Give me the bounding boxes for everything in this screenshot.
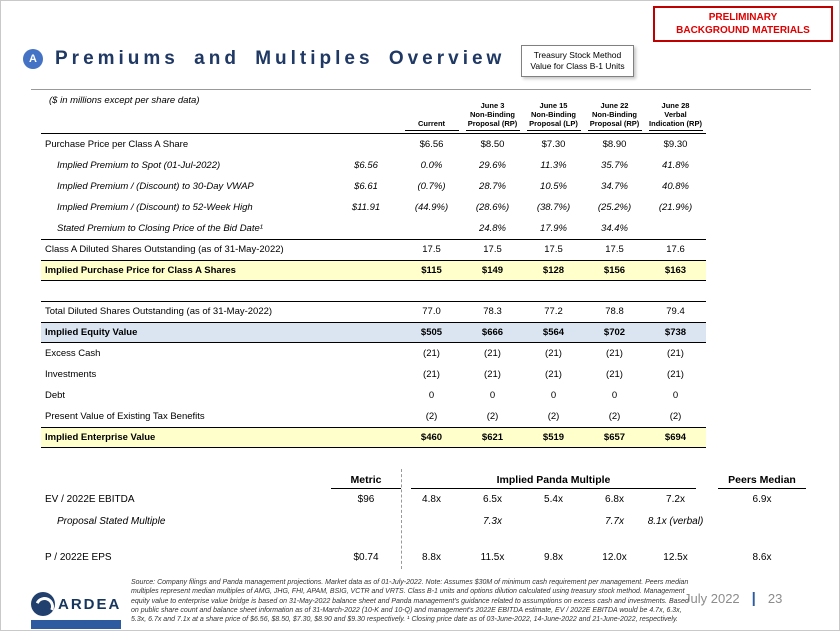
- metric-column-header: [331, 474, 401, 489]
- table-row: [41, 406, 706, 427]
- row-label: Implied Premium / (Discount) to 30-Day VWAP: [57, 180, 254, 192]
- row-label: Implied Premium / (Discount) to 52-Week High: [57, 201, 253, 213]
- row-value: $128: [542, 265, 565, 276]
- row-value: 17.9%: [540, 222, 567, 234]
- row-label: Debt: [45, 389, 66, 401]
- treasury-callout-line2: Value for Class B-1 Units: [530, 61, 625, 71]
- row-value: (21): [667, 368, 684, 380]
- row-value: (0.7%): [417, 180, 446, 192]
- units-note: ($ in millions except per share data): [49, 95, 200, 106]
- row-value: 79.4: [666, 306, 685, 317]
- ardea-bird-icon: [31, 592, 55, 616]
- ardea-logo-top: [31, 592, 121, 616]
- row-label: Excess Cash: [45, 347, 101, 359]
- preliminary-banner-line2: BACKGROUND MATERIALS: [676, 25, 810, 36]
- ardea-logo-bar: [31, 620, 121, 629]
- spacer-row: [41, 533, 806, 547]
- row-value: 17.5: [605, 244, 624, 255]
- row-value: (2): [608, 410, 621, 422]
- row-value: (21): [545, 368, 562, 380]
- multiple-value: 6.5x: [483, 494, 502, 505]
- treasury-method-callout: [521, 45, 633, 77]
- row-label: Implied Purchase Price for Class A Shares: [45, 265, 236, 276]
- row-value: $694: [664, 432, 687, 443]
- row-label: Purchase Price per Class A Share: [45, 138, 189, 150]
- table-row: [41, 364, 706, 385]
- row-value: $156: [603, 265, 626, 276]
- row-label: Class A Diluted Shares Outstanding (as of 31-May-2022): [45, 244, 284, 255]
- row-value: $9.30: [663, 138, 688, 150]
- column-header-label: June 3 Non-Binding Proposal (RP): [466, 101, 520, 131]
- multiple-value: 8.1x (verbal): [647, 516, 704, 527]
- table-row: [41, 489, 806, 511]
- row-value: (2): [669, 410, 682, 422]
- column-gap: [706, 547, 718, 569]
- row-value: 17.5: [422, 244, 441, 255]
- metric-column-divider: [401, 469, 402, 569]
- row-value: 0: [489, 389, 496, 401]
- row-value: 77.0: [422, 306, 441, 317]
- table-row: [41, 385, 706, 406]
- row-label: Present Value of Existing Tax Benefits: [45, 410, 205, 422]
- row-value: $115: [421, 265, 442, 276]
- row-value: (21): [606, 368, 623, 380]
- t1-body: [41, 133, 706, 448]
- footer-separator: |: [751, 590, 756, 607]
- multiple-value: 8.8x: [422, 552, 441, 563]
- footer-date-page: [684, 590, 782, 607]
- row-value: $666: [481, 327, 504, 338]
- row-value: (21): [667, 347, 684, 359]
- preliminary-banner-line1: PRELIMINARY: [708, 12, 778, 23]
- row-value: (21): [423, 347, 440, 359]
- section-badge: A: [23, 49, 43, 69]
- table-row: [41, 547, 806, 569]
- row-label: EV / 2022E EBITDA: [45, 494, 135, 505]
- table-row: [41, 155, 706, 176]
- table-row: [41, 218, 706, 239]
- row-label: Total Diluted Shares Outstanding (as of 31-May-2022): [45, 306, 273, 317]
- row-value: 24.8%: [479, 222, 506, 234]
- page-title: Premiums and Multiples Overview: [55, 48, 506, 69]
- multiples-table: [41, 467, 806, 569]
- row-value: (2): [547, 410, 560, 422]
- column-header: [584, 101, 645, 131]
- row-value: (44.9%): [414, 201, 449, 213]
- multiple-value: 7.7x: [605, 516, 624, 527]
- panda-multiple-column-header: [401, 474, 706, 489]
- row-label: Implied Equity Value: [45, 327, 138, 338]
- row-reference-value: $11.91: [351, 201, 381, 213]
- title-row: [23, 45, 634, 77]
- ardea-logo: [31, 592, 121, 629]
- row-value: 0: [550, 389, 557, 401]
- row-value: 17.5: [483, 244, 502, 255]
- multiple-value: 12.5x: [663, 552, 688, 563]
- row-value: $738: [664, 327, 687, 338]
- row-value: 29.6%: [479, 159, 506, 171]
- column-header: [401, 119, 462, 131]
- ardea-logo-text: ARDEA: [58, 595, 122, 613]
- column-gap: [706, 489, 718, 511]
- row-value: $8.50: [480, 138, 505, 150]
- row-value: (2): [486, 410, 499, 422]
- row-value: $149: [481, 265, 504, 276]
- table-row: [41, 176, 706, 197]
- row-value: 0: [428, 389, 435, 401]
- metric-column-header-label: Metric: [331, 474, 401, 489]
- column-header: [462, 101, 523, 131]
- peers-median-column-header: [718, 474, 806, 489]
- row-value: (21): [606, 347, 623, 359]
- metric-value: $96: [357, 494, 375, 505]
- row-value: 41.8%: [662, 159, 689, 171]
- row-value: 34.7%: [601, 180, 628, 192]
- row-value: 34.4%: [601, 222, 628, 234]
- row-value: $7.30: [541, 138, 566, 150]
- row-value: $8.90: [602, 138, 627, 150]
- multiple-value: [401, 511, 462, 533]
- multiple-value: 7.2x: [666, 494, 685, 505]
- spacer-row: [41, 281, 706, 301]
- multiple-value: 7.3x: [483, 516, 502, 527]
- footer-date: July 2022: [684, 591, 740, 606]
- row-value: 0: [672, 389, 679, 401]
- row-value: (38.7%): [536, 201, 571, 213]
- page-number: 23: [767, 591, 783, 606]
- multiple-value: 9.8x: [544, 552, 563, 563]
- row-value: 40.8%: [662, 180, 689, 192]
- peers-median-value: 8.6x: [752, 552, 772, 563]
- row-value: 17.5: [544, 244, 563, 255]
- table-row: [41, 301, 706, 322]
- table-row: [41, 239, 706, 260]
- treasury-callout-line1: Treasury Stock Method: [533, 50, 622, 60]
- column-header-label: Current: [405, 119, 459, 131]
- row-value: $460: [420, 432, 443, 443]
- multiple-value: 12.0x: [602, 552, 627, 563]
- metric-value: [331, 511, 401, 533]
- row-value: (21): [423, 368, 440, 380]
- row-value: 78.8: [605, 306, 624, 317]
- row-value: $163: [664, 265, 687, 276]
- row-value: (21): [484, 368, 501, 380]
- row-value: (21.9%): [658, 201, 693, 213]
- row-value: 77.2: [544, 306, 563, 317]
- row-label: P / 2022E EPS: [45, 552, 112, 563]
- row-value: 10.5%: [540, 180, 567, 192]
- table-row: [41, 343, 706, 364]
- row-value: $564: [542, 327, 565, 338]
- row-value: 35.7%: [601, 159, 628, 171]
- row-value: 17.6: [666, 244, 685, 255]
- row-value: 11.3%: [540, 159, 567, 171]
- row-value: 78.3: [483, 306, 502, 317]
- row-value: $505: [420, 327, 443, 338]
- multiple-value: 6.8x: [605, 494, 624, 505]
- row-value: (2): [425, 410, 438, 422]
- row-value: $519: [542, 432, 565, 443]
- table-row: [41, 322, 706, 343]
- table-row: [41, 134, 706, 155]
- row-value: (28.6%): [475, 201, 510, 213]
- row-label: Implied Premium to Spot (01-Jul-2022): [57, 159, 221, 171]
- row-label: Implied Enterprise Value: [45, 432, 156, 443]
- title-divider: [31, 89, 811, 90]
- row-value: 28.7%: [479, 180, 506, 192]
- table-row: [41, 427, 706, 448]
- row-value: (21): [484, 347, 501, 359]
- row-value: (21): [545, 347, 562, 359]
- column-header-label: June 15 Non-Binding Proposal (LP): [527, 101, 581, 131]
- premiums-table: [41, 95, 706, 448]
- column-header: [523, 101, 584, 131]
- row-label: Stated Premium to Closing Price of the Bid Date¹: [57, 222, 263, 234]
- column-header-label: June 22 Non-Binding Proposal (RP): [588, 101, 642, 131]
- row-label: Proposal Stated Multiple: [57, 516, 166, 527]
- column-header-label: June 28 Verbal Indication (RP): [649, 101, 703, 131]
- peers-median-column-header-label: Peers Median: [718, 474, 806, 489]
- peers-median-value: [718, 511, 806, 533]
- table-row: [41, 260, 706, 281]
- multiple-value: 11.5x: [480, 552, 505, 563]
- row-value: $657: [603, 432, 626, 443]
- multiple-value: 5.4x: [544, 494, 563, 505]
- t2-body: [41, 489, 806, 569]
- row-value: 0.0%: [420, 159, 443, 171]
- preliminary-banner: [653, 6, 833, 42]
- table-row: [41, 197, 706, 218]
- row-label: Investments: [45, 368, 97, 380]
- peers-median-value: 6.9x: [752, 494, 772, 505]
- source-footnote: Source: Company filings and Panda management projections. Market data as of 01-July-2022. Note: Assumes $30M of minimum cash requirement per management. Peers median multiples represent median multiples of AMG, JHG, FHI, APAM, BSIG, VCTR and VRTS. Class B-1 units and options dilution calculated using treasury stock method. Management equity value to enterprise value bridge is based on 31-May-2022 balance sheet and Panda management's guidance related to assumptions on excess cash and investments. Based on public share count and balance sheet information as of 31-March-2022 (10-K and 10-Q) and management's 2022E EBITDA estimate, EV / 2022E EBITDA would be 4.7x, 6.3x, 5.3x, 6.7x and 7.1x at a share price of $6.56, $8.50, $7.30, $8.90 and $9.30 respectively. ¹ Closing price date as of 03-June-2022, 14-June-2022 and 21-June-2022, respectively.: [131, 579, 689, 624]
- row-value: $702: [603, 327, 626, 338]
- table-row: [41, 511, 806, 533]
- row-value: (25.2%): [597, 201, 632, 213]
- column-header: [645, 101, 706, 131]
- panda-multiple-column-header-label: Implied Panda Multiple: [411, 474, 696, 489]
- column-gap: [706, 511, 718, 533]
- row-reference-value: $6.56: [354, 159, 378, 171]
- multiple-value: [523, 511, 584, 533]
- multiple-value: 4.8x: [422, 494, 441, 505]
- row-value: $621: [481, 432, 504, 443]
- row-value: 0: [611, 389, 618, 401]
- t2-header-row: [41, 467, 806, 489]
- t1-header-row: [41, 95, 706, 131]
- metric-value: $0.74: [353, 552, 379, 563]
- row-reference-value: $6.61: [354, 180, 378, 192]
- row-value: $6.56: [419, 138, 444, 150]
